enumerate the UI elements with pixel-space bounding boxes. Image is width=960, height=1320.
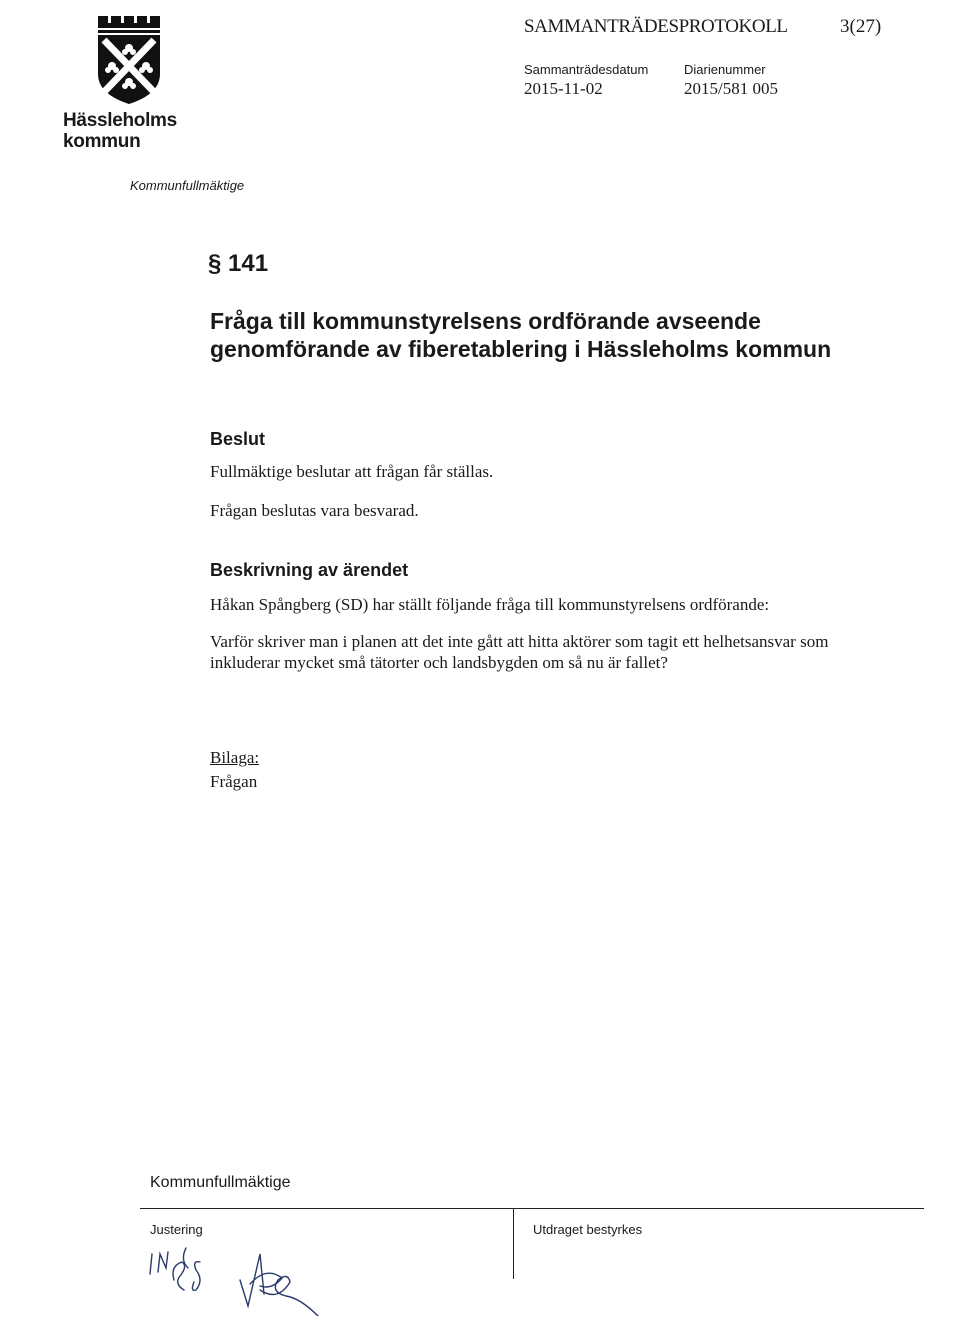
description-heading: Beskrivning av ärendet	[210, 560, 409, 580]
body-name: Kommunfullmäktige	[130, 178, 245, 193]
paragraph-number: § 141	[208, 250, 269, 277]
justering-label: Justering	[150, 1222, 203, 1237]
description-intro: Håkan Spångberg (SD) har ställt följande fråga till kommunstyrelsens ordförande:	[210, 595, 770, 614]
certified-extract-label: Utdraget bestyrkes	[533, 1222, 643, 1237]
footer-divider	[140, 1208, 924, 1209]
handwritten-signatures	[140, 1232, 330, 1316]
beslut-text: Fullmäktige beslutar att frågan får ställas.	[210, 462, 494, 481]
municipality-name	[63, 110, 177, 152]
beslut-heading: Beslut	[210, 429, 266, 449]
diary-number-value: 2015/581 005	[684, 79, 778, 98]
footer-body-name: Kommunfullmäktige	[150, 1174, 291, 1191]
meeting-date-value: 2015-11-02	[524, 79, 603, 98]
section-title: Fråga till kommunstyrelsens ordförande avseende genomförande av fiberetablering i Hässleholms kommun	[210, 308, 832, 362]
footer-column-divider	[513, 1209, 514, 1279]
attachment-value: Frågan	[210, 772, 258, 791]
description-question: Varför skriver man i planen att det inte gått att hitta aktörer som tagit ett helhetsansvar som inkluderar mycket små tätorter och landsbygden om så nu är fallet?	[210, 632, 829, 672]
attachment-label: Bilaga:	[210, 748, 260, 767]
diary-number-label: Diarienummer	[684, 62, 766, 77]
municipality-name-line: Hässleholms	[63, 110, 177, 131]
meeting-date-label: Sammanträdesdatum	[524, 62, 649, 77]
document-type: SAMMANTRÄDESPROTOKOLL	[524, 16, 788, 37]
municipality-name-line: kommun	[63, 131, 141, 152]
page-number: 3(27)	[840, 16, 882, 37]
beslut-text: Frågan beslutas vara besvarad.	[210, 501, 419, 520]
coat-of-arms-logo	[96, 14, 162, 106]
